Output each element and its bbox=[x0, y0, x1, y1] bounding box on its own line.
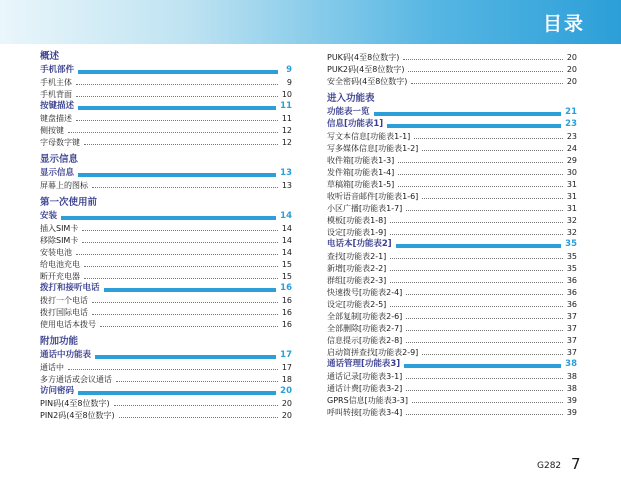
entry-page: 10 bbox=[281, 90, 292, 99]
entry-title: 多方通话或会议通话 bbox=[40, 375, 112, 384]
entry-title: 给电池充电 bbox=[40, 260, 80, 269]
leader-line bbox=[114, 405, 278, 406]
entry-title: 全部删除[功能表2-7] bbox=[327, 324, 403, 333]
toc-entry[interactable] bbox=[327, 393, 577, 405]
entry-page: 13 bbox=[280, 168, 292, 178]
entry-title: 拨打一个电话 bbox=[40, 296, 88, 305]
leader-line bbox=[387, 124, 561, 128]
page-title: 目录 bbox=[542, 13, 585, 35]
toc-entry[interactable] bbox=[327, 225, 577, 237]
entry-page: 14 bbox=[281, 236, 292, 245]
toc-subheading[interactable] bbox=[40, 348, 292, 360]
leader-line bbox=[390, 306, 563, 307]
leader-line bbox=[398, 174, 563, 175]
entry-title: 全部复制[功能表2-6] bbox=[327, 312, 403, 321]
entry-page: 31 bbox=[566, 192, 577, 201]
toc-entry[interactable] bbox=[40, 269, 292, 281]
entry-page: 37 bbox=[566, 348, 577, 357]
entry-page: 39 bbox=[566, 396, 577, 405]
entry-title: 设定[功能表1-9] bbox=[327, 228, 387, 237]
leader-line bbox=[414, 138, 563, 139]
section-heading: 概述 bbox=[40, 51, 60, 62]
toc-entry[interactable] bbox=[40, 257, 292, 269]
entry-page: 9 bbox=[286, 78, 292, 87]
toc-entry[interactable] bbox=[327, 285, 577, 297]
entry-page: 15 bbox=[281, 272, 292, 281]
leader-line bbox=[95, 355, 276, 359]
entry-title: 屏幕上的图标 bbox=[40, 181, 88, 190]
entry-title: 信息[功能表1] bbox=[327, 119, 384, 129]
leader-line bbox=[92, 187, 278, 188]
toc-entry[interactable] bbox=[40, 221, 292, 233]
entry-title: 手机部件 bbox=[40, 65, 75, 75]
leader-line bbox=[100, 326, 278, 327]
entry-title: 移除SIM卡 bbox=[40, 236, 79, 245]
entry-page: 9 bbox=[286, 65, 292, 75]
toc-entry[interactable] bbox=[40, 135, 292, 147]
entry-title: 按键描述 bbox=[40, 101, 75, 111]
toc-entry[interactable] bbox=[327, 201, 577, 213]
leader-line bbox=[82, 230, 277, 231]
leader-line bbox=[82, 242, 277, 243]
toc-subheading[interactable] bbox=[327, 105, 577, 117]
leader-line bbox=[390, 258, 563, 259]
entry-page: 12 bbox=[281, 138, 292, 147]
entry-title: 收件箱[功能表1-3] bbox=[327, 156, 395, 165]
toc-entry[interactable] bbox=[40, 75, 292, 87]
entry-title: 显示信息 bbox=[40, 168, 75, 178]
leader-line bbox=[76, 96, 278, 97]
entry-page: 14 bbox=[280, 211, 292, 221]
toc-entry[interactable] bbox=[327, 74, 577, 86]
entry-page: 20 bbox=[280, 386, 292, 396]
leader-line bbox=[119, 417, 278, 418]
toc-entry[interactable] bbox=[40, 123, 292, 135]
leader-line bbox=[61, 216, 276, 220]
toc-entry[interactable] bbox=[327, 321, 577, 333]
leader-line bbox=[78, 70, 278, 74]
leader-line bbox=[422, 150, 563, 151]
entry-page: 36 bbox=[566, 276, 577, 285]
entry-title: PUK2码(4至8位数字) bbox=[327, 65, 405, 74]
toc-entry[interactable] bbox=[327, 165, 577, 177]
leader-line bbox=[76, 84, 278, 85]
entry-title: 字母数字键 bbox=[40, 138, 80, 147]
entry-title: 安全密码(4至8位数字) bbox=[327, 77, 408, 86]
toc-subheading[interactable] bbox=[327, 117, 577, 129]
toc-entry[interactable] bbox=[327, 129, 577, 141]
leader-line bbox=[84, 266, 278, 267]
toc-subheading[interactable] bbox=[40, 63, 292, 75]
leader-line bbox=[116, 381, 278, 382]
leader-line bbox=[92, 314, 278, 315]
leader-line bbox=[84, 144, 278, 145]
entry-title: GPRS信息[功能表3-3] bbox=[327, 396, 408, 405]
toc-entry[interactable] bbox=[327, 381, 577, 393]
entry-page: 36 bbox=[566, 288, 577, 297]
entry-page: 37 bbox=[566, 312, 577, 321]
leader-line bbox=[406, 342, 563, 343]
leader-line bbox=[408, 71, 562, 72]
toc-entry[interactable] bbox=[327, 50, 577, 62]
entry-title: 使用电话本拨号 bbox=[40, 320, 96, 329]
entry-page: 18 bbox=[281, 375, 292, 384]
entry-title: 手机主体 bbox=[40, 78, 72, 87]
entry-page: 17 bbox=[281, 363, 292, 372]
leader-line bbox=[406, 294, 563, 295]
entry-page: 31 bbox=[566, 204, 577, 213]
toc-left-column bbox=[40, 50, 292, 420]
toc-entry[interactable] bbox=[40, 178, 292, 190]
leader-line bbox=[406, 318, 563, 319]
entry-title: 手机背面 bbox=[40, 90, 72, 99]
leader-line bbox=[398, 162, 563, 163]
entry-page: 38 bbox=[565, 359, 577, 369]
entry-page: 11 bbox=[280, 101, 292, 111]
entry-title: 通话计费[功能表3-2] bbox=[327, 384, 403, 393]
leader-line bbox=[68, 369, 278, 370]
entry-title: 插入SIM卡 bbox=[40, 224, 79, 233]
page-number: 7 bbox=[571, 455, 581, 473]
leader-line bbox=[422, 198, 563, 199]
leader-line bbox=[412, 402, 563, 403]
entry-title: 功能表一览 bbox=[327, 107, 370, 117]
toc-entry[interactable] bbox=[40, 408, 292, 420]
toc-subheading[interactable] bbox=[40, 99, 292, 111]
entry-title: 拨打国际电话 bbox=[40, 308, 88, 317]
toc-entry[interactable] bbox=[327, 309, 577, 321]
entry-title: PUK码(4至8位数字) bbox=[327, 53, 400, 62]
leader-line bbox=[390, 270, 563, 271]
toc-entry[interactable] bbox=[40, 317, 292, 329]
toc-entry[interactable] bbox=[327, 249, 577, 261]
leader-line bbox=[411, 83, 562, 84]
toc-subheading[interactable] bbox=[40, 281, 292, 293]
entry-title: 查找[功能表2-1] bbox=[327, 252, 387, 261]
toc-entry[interactable] bbox=[327, 141, 577, 153]
toc-entry[interactable] bbox=[40, 245, 292, 257]
entry-page: 35 bbox=[565, 239, 577, 249]
toc-entry[interactable] bbox=[327, 213, 577, 225]
leader-line bbox=[92, 302, 278, 303]
entry-page: 16 bbox=[281, 296, 292, 305]
entry-title: 启动简拼查找[功能表2-9] bbox=[327, 348, 419, 357]
toc-subheading[interactable] bbox=[40, 166, 292, 178]
entry-title: 断开充电器 bbox=[40, 272, 80, 281]
entry-page: 17 bbox=[280, 350, 292, 360]
leader-line bbox=[406, 330, 563, 331]
entry-page: 12 bbox=[281, 126, 292, 135]
leader-line bbox=[406, 378, 563, 379]
toc-entry[interactable] bbox=[40, 87, 292, 99]
section-heading: 第一次使用前 bbox=[40, 197, 98, 208]
entry-page: 11 bbox=[281, 114, 292, 123]
leader-line bbox=[406, 414, 563, 415]
entry-page: 38 bbox=[566, 384, 577, 393]
toc-entry[interactable] bbox=[40, 360, 292, 372]
entry-page: 23 bbox=[565, 119, 577, 129]
entry-page: 15 bbox=[281, 260, 292, 269]
toc-subheading[interactable] bbox=[327, 237, 577, 249]
leader-line bbox=[78, 173, 276, 177]
entry-title: 快速拨号[功能表2-4] bbox=[327, 288, 403, 297]
entry-title: 群组[功能表2-3] bbox=[327, 276, 387, 285]
entry-page: 32 bbox=[566, 216, 577, 225]
entry-page: 20 bbox=[281, 399, 292, 408]
leader-line bbox=[398, 186, 563, 187]
toc-entry[interactable] bbox=[327, 333, 577, 345]
entry-page: 13 bbox=[281, 181, 292, 190]
entry-page: 20 bbox=[566, 65, 577, 74]
entry-title: 拨打和接听电话 bbox=[40, 283, 100, 293]
entry-title: 信息提示[功能表2-8] bbox=[327, 336, 403, 345]
entry-title: 写多媒体信息[功能表1-2] bbox=[327, 144, 419, 153]
entry-page: 32 bbox=[566, 228, 577, 237]
leader-line bbox=[422, 354, 563, 355]
toc-entry[interactable] bbox=[327, 153, 577, 165]
toc-right-column bbox=[327, 50, 577, 417]
toc-entry[interactable] bbox=[327, 273, 577, 285]
entry-title: PIN2码(4至8位数字) bbox=[40, 411, 115, 420]
entry-title: 小区广播[功能表1-7] bbox=[327, 204, 403, 213]
leader-line bbox=[403, 59, 562, 60]
entry-title: 草稿箱[功能表1-5] bbox=[327, 180, 395, 189]
entry-title: 写文本信息[功能表1-1] bbox=[327, 132, 411, 141]
entry-title: 通话中 bbox=[40, 363, 64, 372]
model-label: G282 bbox=[537, 461, 562, 471]
entry-page: 16 bbox=[281, 308, 292, 317]
entry-title: 侧按键 bbox=[40, 126, 64, 135]
entry-title: 新增[功能表2-2] bbox=[327, 264, 387, 273]
section-heading: 进入功能表 bbox=[327, 93, 375, 104]
leader-line bbox=[76, 120, 278, 121]
entry-title: 通话中功能表 bbox=[40, 350, 92, 360]
leader-line bbox=[406, 390, 563, 391]
entry-title: 发件箱[功能表1-4] bbox=[327, 168, 395, 177]
entry-title: 呼叫转接[功能表3-4] bbox=[327, 408, 403, 417]
toc-subheading[interactable] bbox=[40, 209, 292, 221]
entry-page: 14 bbox=[281, 248, 292, 257]
entry-title: PIN码(4至8位数字) bbox=[40, 399, 110, 408]
leader-line bbox=[76, 254, 278, 255]
entry-page: 30 bbox=[566, 168, 577, 177]
toc-entry[interactable] bbox=[40, 111, 292, 123]
entry-title: 模板[功能表1-8] bbox=[327, 216, 387, 225]
entry-title: 设定[功能表2-5] bbox=[327, 300, 387, 309]
toc-entry[interactable] bbox=[40, 233, 292, 245]
toc-entry[interactable] bbox=[327, 189, 577, 201]
leader-line bbox=[390, 282, 563, 283]
entry-page: 39 bbox=[566, 408, 577, 417]
leader-line bbox=[390, 222, 563, 223]
entry-page: 35 bbox=[566, 252, 577, 261]
toc-entry[interactable] bbox=[40, 396, 292, 408]
toc-entry[interactable] bbox=[327, 369, 577, 381]
entry-page: 31 bbox=[566, 180, 577, 189]
leader-line bbox=[396, 244, 561, 248]
toc-entry[interactable] bbox=[327, 177, 577, 189]
entry-page: 23 bbox=[566, 132, 577, 141]
entry-page: 20 bbox=[281, 411, 292, 420]
entry-title: 安装电池 bbox=[40, 248, 72, 257]
entry-title: 电话本[功能表2] bbox=[327, 239, 392, 249]
leader-line bbox=[84, 278, 278, 279]
entry-title: 访问密码 bbox=[40, 386, 75, 396]
entry-title: 键盘描述 bbox=[40, 114, 72, 123]
leader-line bbox=[104, 288, 277, 292]
section-heading: 显示信息 bbox=[40, 154, 79, 165]
toc-subheading[interactable] bbox=[327, 357, 577, 369]
entry-page: 14 bbox=[281, 224, 292, 233]
toc-entry[interactable] bbox=[327, 62, 577, 74]
entry-page: 24 bbox=[566, 144, 577, 153]
toc-entry[interactable] bbox=[327, 261, 577, 273]
entry-title: 安装 bbox=[40, 211, 58, 221]
entry-title: 通话管理[功能表3] bbox=[327, 359, 401, 369]
section-heading: 附加功能 bbox=[40, 336, 79, 347]
leader-line bbox=[404, 364, 561, 368]
toc-entry[interactable] bbox=[327, 297, 577, 309]
leader-line bbox=[78, 106, 276, 110]
entry-page: 29 bbox=[566, 156, 577, 165]
entry-title: 收听语音邮件[功能表1-6] bbox=[327, 192, 419, 201]
entry-page: 16 bbox=[281, 320, 292, 329]
toc-subheading[interactable] bbox=[40, 384, 292, 396]
entry-page: 37 bbox=[566, 324, 577, 333]
entry-page: 21 bbox=[565, 107, 577, 117]
entry-page: 35 bbox=[566, 264, 577, 273]
leader-line bbox=[374, 112, 562, 116]
entry-page: 38 bbox=[566, 372, 577, 381]
leader-line bbox=[406, 210, 563, 211]
toc-entry[interactable] bbox=[40, 372, 292, 384]
entry-page: 37 bbox=[566, 336, 577, 345]
toc-entry[interactable] bbox=[40, 305, 292, 317]
leader-line bbox=[390, 234, 563, 235]
leader-line bbox=[78, 391, 276, 395]
entry-page: 20 bbox=[566, 53, 577, 62]
leader-line bbox=[68, 132, 278, 133]
header-band bbox=[0, 0, 621, 44]
entry-page: 36 bbox=[566, 300, 577, 309]
entry-page: 20 bbox=[566, 77, 577, 86]
entry-page: 16 bbox=[280, 283, 292, 293]
toc-entry[interactable] bbox=[327, 405, 577, 417]
entry-title: 通话记录[功能表3-1] bbox=[327, 372, 403, 381]
toc-entry[interactable] bbox=[327, 345, 577, 357]
toc-entry[interactable] bbox=[40, 293, 292, 305]
